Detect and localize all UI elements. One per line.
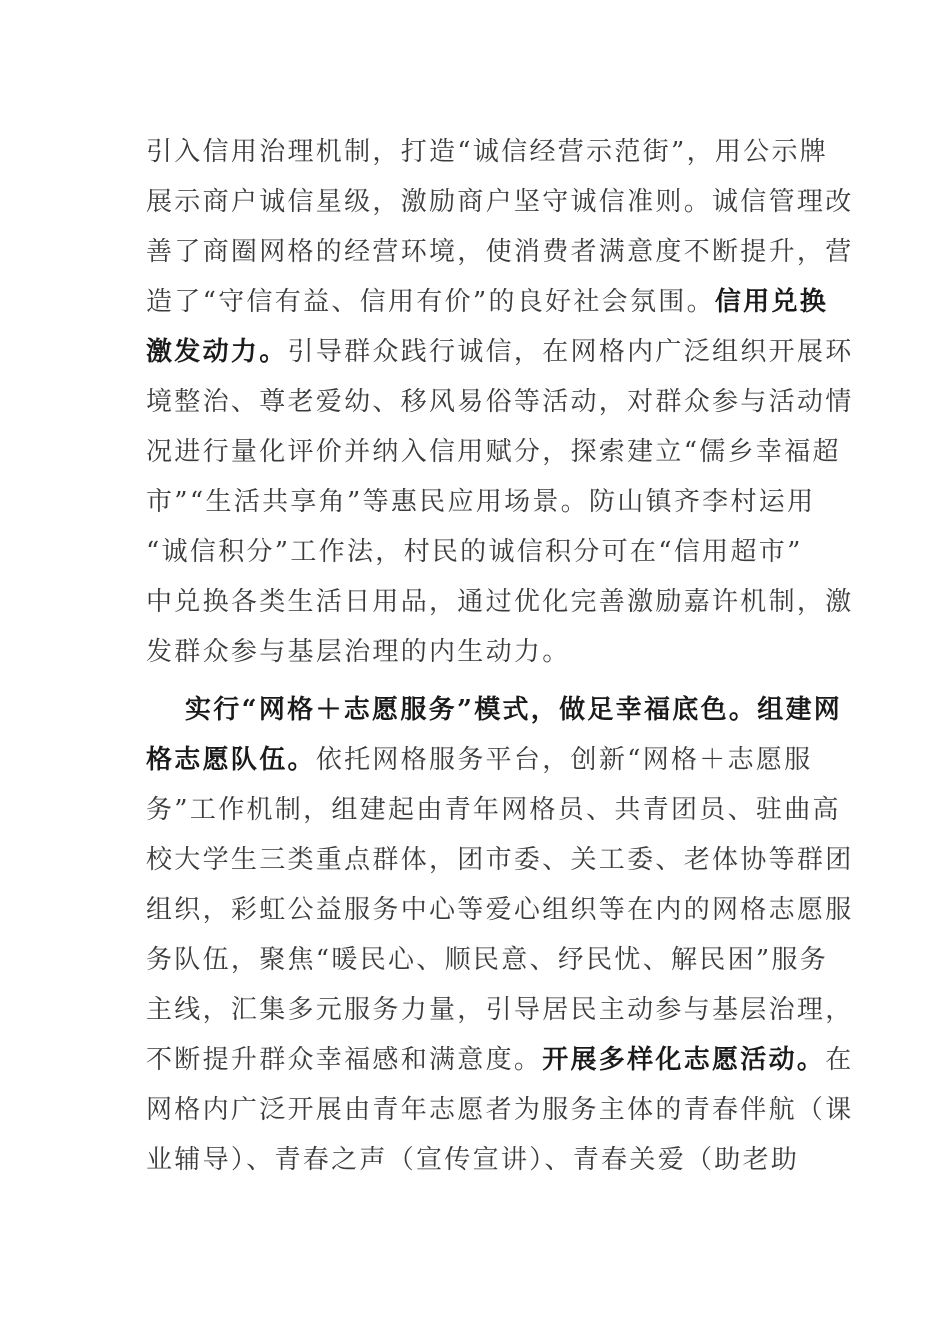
text-line: 展示商户诚信星级，激励商户坚守诚信准则。诚信管理改	[146, 187, 854, 217]
text-line: “诚信积分”工作法，村民的诚信积分可在“信用超市”	[146, 537, 803, 567]
text-line: 校大学生三类重点群体，团市委、关工委、老体协等群团	[146, 845, 854, 875]
text-line: 市”“生活共享角”等惠民应用场景。防山镇齐李村运用	[146, 487, 816, 517]
text-line: 况进行量化评价并纳入信用赋分，探索建立“儒乡幸福超	[146, 437, 841, 467]
paragraph-volunteer-service	[146, 685, 854, 1185]
text-line: 业辅导）、青春之声（宣传宣讲）、青春关爱（助老助	[146, 1145, 800, 1175]
text-run: 不断提升群众幸福感和满意度。	[146, 1045, 543, 1075]
text-line	[146, 1035, 854, 1085]
text-run: 在	[825, 1045, 854, 1075]
bold-heading-run: 格志愿队伍。	[146, 745, 316, 775]
text-run: 引导群众践行诚信，在网格内广泛组织开展环	[287, 337, 854, 367]
text-line: 中兑换各类生活日用品，通过优化完善激励嘉许机制，激	[146, 587, 854, 617]
text-line: 发群众参与基层治理的内生动力。	[146, 637, 571, 667]
paragraph-credit-governance	[146, 127, 854, 677]
section-heading-line: 实行“网格＋志愿服务”模式，做足幸福底色。组建网	[185, 695, 843, 725]
text-line	[146, 735, 813, 785]
text-line: 境整治、尊老爱幼、移风易俗等活动，对群众参与活动情	[146, 387, 854, 417]
text-line: 组织，彩虹公益服务中心等爱心组织等在内的网格志愿服	[146, 895, 854, 925]
text-line	[146, 277, 829, 327]
text-run: 依托网格服务平台，创新“网格＋志愿服	[315, 745, 813, 775]
text-line: 务”工作机制，组建起由青年网格员、共青团员、驻曲高	[146, 795, 841, 825]
text-line	[146, 327, 854, 377]
text-line: 务队伍，聚焦“暖民心、顺民意、纾民忧、解民困”服务	[146, 945, 829, 975]
text-run: 造了“守信有益、信用有价”的良好社会氛围。	[146, 287, 715, 317]
text-line: 网格内广泛开展由青年志愿者为服务主体的青春伴航（课	[146, 1095, 854, 1125]
text-line: 引入信用治理机制，打造“诚信经营示范街”，用公示牌	[146, 137, 829, 167]
text-line: 主线，汇集多元服务力量，引导居民主动参与基层治理，	[146, 995, 854, 1025]
bold-heading-run: 开展多样化志愿活动。	[542, 1045, 826, 1075]
text-line: 善了商圈网格的经营环境，使消费者满意度不断提升，营	[146, 237, 854, 267]
bold-heading-run: 激发动力。	[146, 337, 288, 367]
bold-heading-run: 信用兑换	[714, 287, 829, 317]
